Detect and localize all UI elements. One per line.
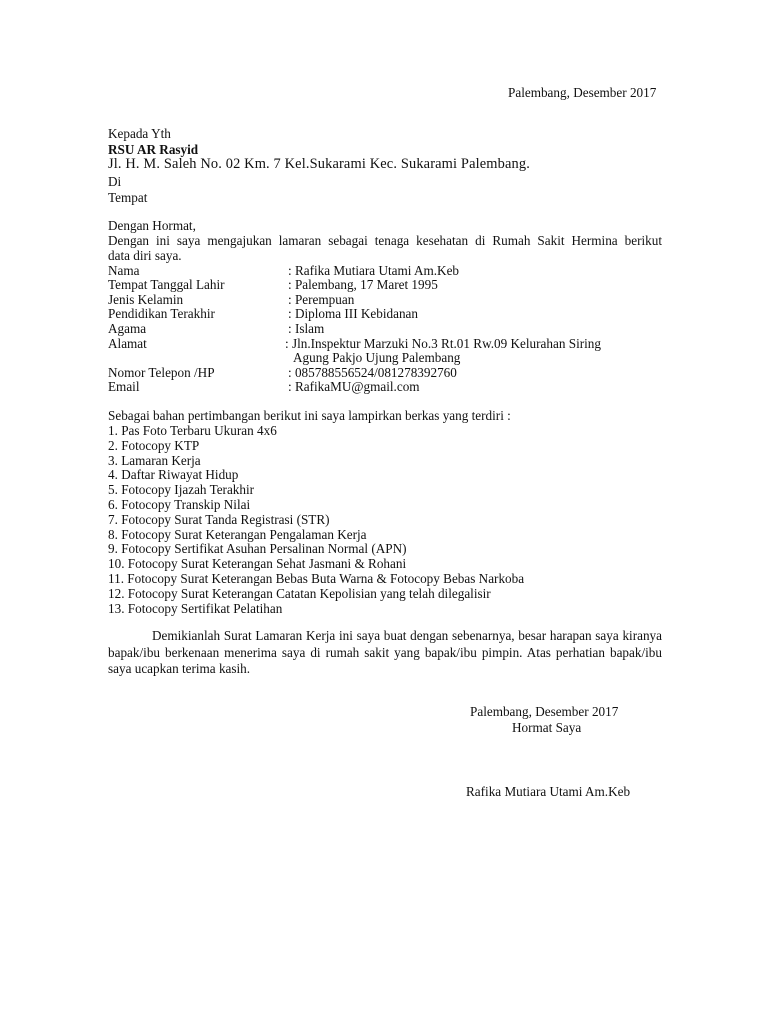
attachment-item: 6. Fotocopy Transkip Nilai (108, 496, 251, 512)
recipient-to: Kepada Yth (108, 126, 171, 141)
attachment-item: 7. Fotocopy Surat Tanda Registrasi (STR) (108, 511, 330, 527)
attachment-item: 1. Pas Foto Terbaru Ukuran 4x6 (108, 423, 277, 438)
attachments-intro: Sebagai bahan pertimbangan berikut ini saya lampirkan berkas yang terdiri : (108, 408, 511, 423)
field-value-phone: : 085788556524/081278392760 (288, 365, 457, 380)
field-label-birth: Tempat Tanggal Lahir (108, 277, 225, 292)
attachments-list (108, 423, 524, 615)
attachment-item: 8. Fotocopy Surat Keterangan Pengalaman Kerja (108, 526, 367, 542)
recipient-address: Jl. H. M. Saleh No. 02 Km. 7 Kel.Sukarami Kec. Sukarami Palembang. (108, 156, 530, 172)
field-label-gender: Jenis Kelamin (108, 292, 184, 307)
field-value-address: : Jln.Inspektur Marzuki No.3 Rt.01 Rw.09 Kelurahan Siring (285, 336, 601, 351)
closing-paragraph: Demikianlah Surat Lamaran Kerja ini saya buat dengan sebenarnya, besar harapan saya kiranya bapak/ibu berkenaan menerima saya di rumah sakit yang bapak/ibu pimpin. Atas perhatian bapak/ibu saya ucapkan terima kasih. (108, 628, 662, 676)
intro-line-1: Dengan ini saya mengajukan lamaran sebagai tenaga kesehatan di Rumah Sakit Hermina berikut (108, 233, 662, 248)
attachment-item: 3. Lamaran Kerja (108, 452, 201, 468)
intro-line-2: data diri saya. (108, 248, 182, 263)
field-label-phone: Nomor Telepon /HP (108, 365, 215, 380)
field-value-birth: : Palembang, 17 Maret 1995 (288, 277, 438, 292)
attachment-item: 2. Fotocopy KTP (108, 437, 200, 453)
field-value-gender: : Perempuan (288, 292, 355, 307)
field-value-education: : Diploma III Kebidanan (288, 306, 419, 321)
attachment-item: 5. Fotocopy Ijazah Terakhir (108, 482, 255, 498)
attachment-item: 12. Fotocopy Surat Keterangan Catatan Kepolisian yang telah dilegalisir (108, 585, 491, 601)
field-value-name: : Rafika Mutiara Utami Am.Keb (288, 263, 460, 278)
field-label-name: Nama (108, 263, 140, 278)
signature-greeting: Hormat Saya (512, 720, 582, 735)
letter-date: Palembang, Desember 2017 (508, 85, 657, 100)
field-label-education: Pendidikan Terakhir (108, 306, 215, 321)
field-value-address-cont: Agung Pakjo Ujung Palembang (293, 350, 461, 365)
recipient-di: Di (108, 174, 122, 189)
field-label-email: Email (108, 379, 140, 394)
attachment-item: 9. Fotocopy Sertifikat Asuhan Persalinan Normal (APN) (108, 541, 407, 557)
attachment-item: 10. Fotocopy Surat Keterangan Sehat Jasmani & Rohani (108, 556, 407, 572)
field-label-religion: Agama (108, 321, 147, 336)
attachment-item: 11. Fotocopy Surat Keterangan Bebas Buta Warna & Fotocopy Bebas Narkoba (108, 570, 525, 586)
attachment-item: 4. Daftar Riwayat Hidup (108, 467, 239, 483)
salutation: Dengan Hormat, (108, 218, 196, 233)
signature-name: Rafika Mutiara Utami Am.Keb (466, 784, 631, 799)
recipient-place: Tempat (108, 190, 148, 205)
attachment-item: 13. Fotocopy Sertifikat Pelatihan (108, 600, 283, 616)
recipient-name: RSU AR Rasyid (108, 142, 199, 157)
field-label-address: Alamat (108, 336, 147, 351)
field-value-religion: : Islam (288, 321, 325, 336)
field-value-email: : RafikaMU@gmail.com (288, 379, 420, 394)
signature-date: Palembang, Desember 2017 (470, 704, 619, 719)
